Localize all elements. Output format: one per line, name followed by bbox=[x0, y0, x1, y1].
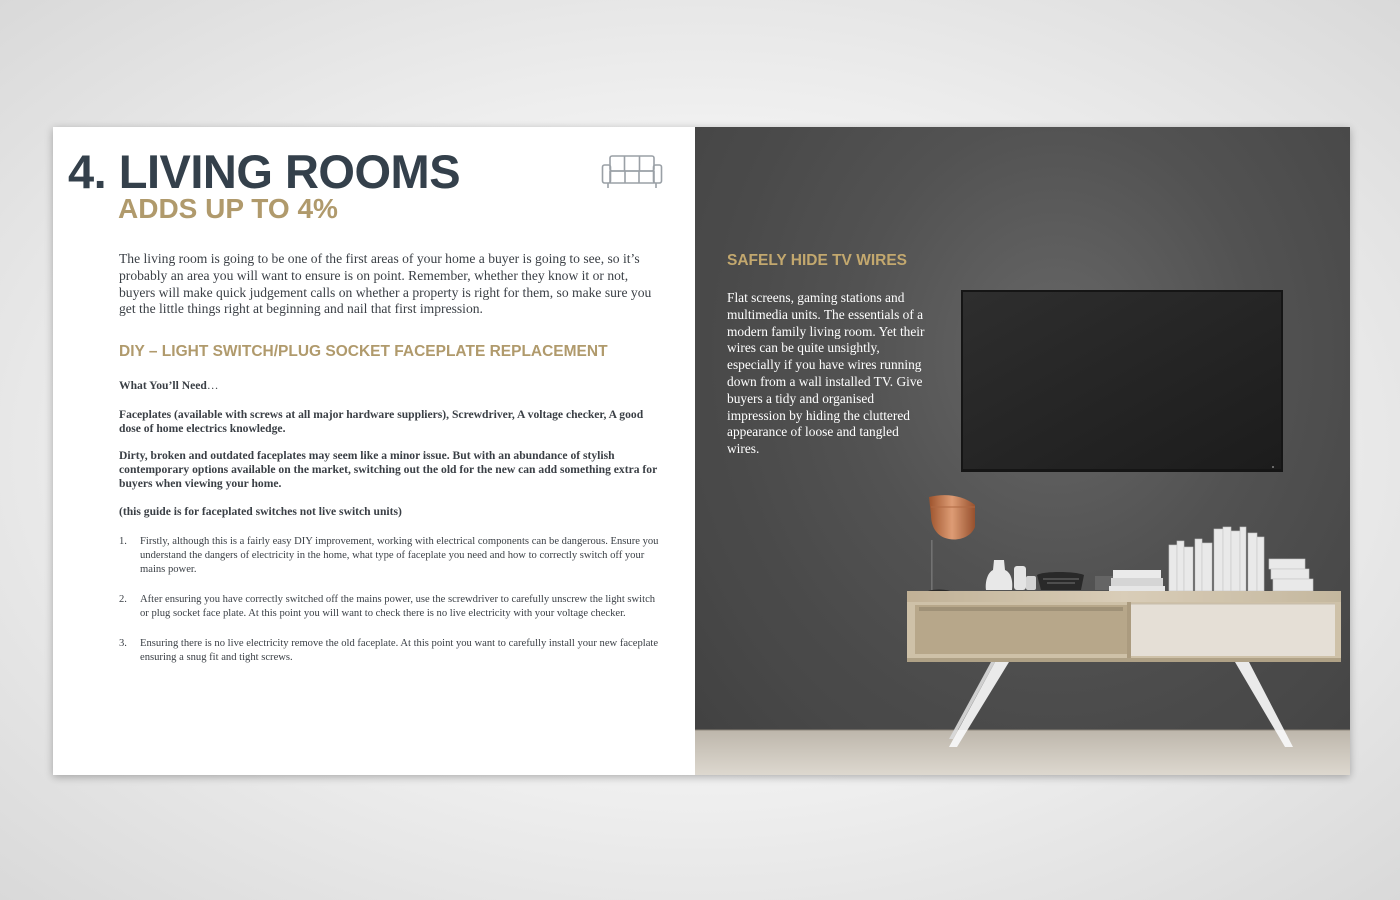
tv-wires-heading: SAFELY HIDE TV WIRES bbox=[727, 252, 908, 269]
step-item bbox=[119, 535, 664, 577]
what-you-need-label bbox=[119, 379, 664, 393]
page-title: 4. LIVING ROOMS bbox=[68, 145, 461, 198]
materials-paragraph: Faceplates (available with screws at all major hardware suppliers), Screwdriver, A voltage checker, A good dose of home electrics knowledge. bbox=[119, 408, 644, 435]
intro-paragraph: The living room is going to be one of the first areas of your home a buyer is going to see, so it’s probably an area you will want to ensure is on point. Remember, whether they know it or not, buyers will make quick judgement calls on whether a property is right for them, so make sure you get the little things right at beginning and nail that first impression. bbox=[119, 251, 652, 317]
step-number: 3. bbox=[119, 638, 127, 649]
what-you-need-text: What You’ll Need bbox=[119, 379, 207, 392]
diy-section-heading: DIY – LIGHT SWITCH/PLUG SOCKET FACEPLATE REPLACEMENT bbox=[119, 343, 608, 360]
left-page bbox=[53, 127, 695, 775]
sofa-icon bbox=[601, 154, 663, 190]
brochure-spread bbox=[53, 127, 1350, 775]
step-item bbox=[119, 637, 664, 665]
step-text: After ensuring you have correctly switched off the mains power, use the screwdriver to carefully unscrew the light switch or plug socket face plate. At this point you will want to check there is no live electricity with your voltage checker. bbox=[140, 594, 656, 619]
step-number: 1. bbox=[119, 536, 127, 547]
right-page bbox=[695, 127, 1350, 775]
rationale-paragraph: Dirty, broken and outdated faceplates may seem like a minor issue. But with an abundance of stylish contemporary options available on the market, switching out the old for the new can add something extra for buyers when viewing your home. bbox=[119, 449, 658, 490]
page-subtitle: ADDS UP TO 4% bbox=[118, 193, 338, 224]
tv-wires-paragraph: Flat screens, gaming stations and multimedia units. The essentials of a modern family living room. Yet their wires can be quite unsightly, especially if you have wires running down from a wall installed TV. Give buyers a tidy and organised impression by hiding the cluttered appearance of loose and tangled wires. bbox=[727, 290, 925, 457]
guide-note: (this guide is for faceplated switches not live switch units) bbox=[119, 505, 402, 518]
step-text: Ensuring there is no live electricity remove the old faceplate. At this point you want to carefully install your new faceplate ensuring a snug fit and tight screws. bbox=[140, 638, 659, 663]
what-you-need-ellipsis: … bbox=[206, 379, 219, 392]
step-number: 2. bbox=[119, 594, 127, 605]
steps-list bbox=[119, 535, 664, 681]
step-text: Firstly, although this is a fairly easy DIY improvement, working with electrical components can be dangerous. Ensure you understand the dangers of electricity in the home, what type of faceplate you need and how to correctly switch off your mains power. bbox=[140, 536, 659, 575]
floor bbox=[695, 730, 1350, 775]
step-item bbox=[119, 593, 664, 621]
